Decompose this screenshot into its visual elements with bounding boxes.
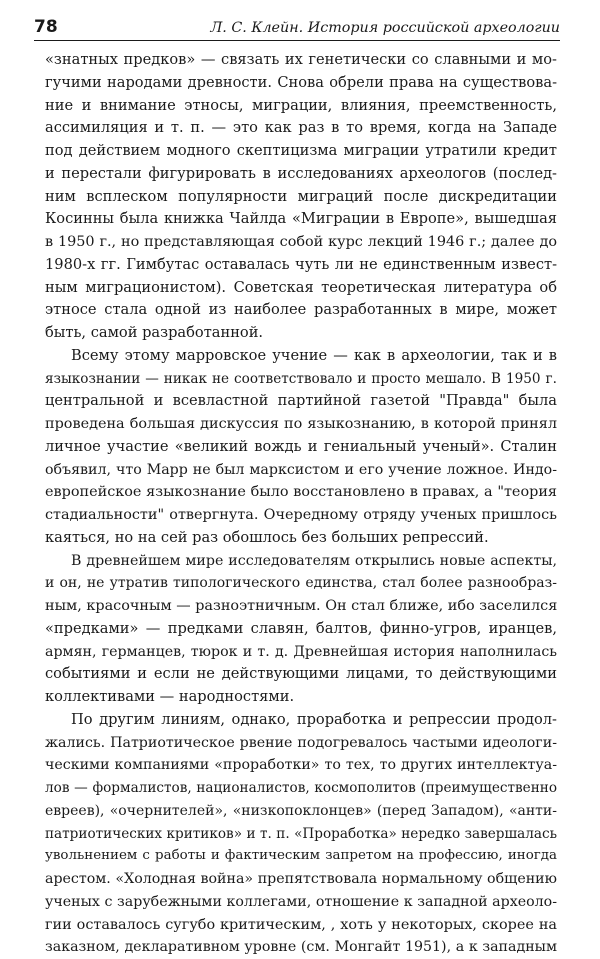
- text-line: Косинны была книжка Чайлда «Миграции в Европе», вышедшая: [45, 210, 557, 228]
- text-line: проведена большая дискуссия по языкознанию, в которой принял: [45, 416, 557, 432]
- text-line: ассимиляция и т. п. — это как раз в то время, когда на Западе: [45, 119, 557, 137]
- text-line: и перестали фигурировать в исследованиях археологов (послед-: [45, 164, 557, 182]
- body-text: [45, 49, 557, 959]
- text-line: каяться, но на сей раз обошлось без больших репрессий.: [45, 528, 489, 546]
- text-line: «предками» — предками славян, балтов, финно-угров, иранцев,: [45, 619, 557, 637]
- text-line: патриотических критиков» и т. п. «Проработка» нередко завершалась: [45, 825, 557, 842]
- text-line: В древнейшем мире исследователям открылись новые аспекты,: [71, 552, 557, 569]
- text-line: арестом. «Холодная война» препятствовала нормальному общению: [45, 871, 557, 887]
- text-line: «знатных предков» — связать их генетически со славными и мо-: [45, 51, 557, 68]
- text-line: армян, германцев, тюрок и т. д. Древнейшая история наполнилась: [45, 643, 557, 660]
- text-line: ческими компаниями «проработки» то тех, то других интеллектуа-: [45, 757, 557, 774]
- running-head: Л. С. Клейн. История российской археологии: [210, 20, 560, 36]
- page-header: [34, 16, 560, 41]
- text-line: личное участие «великий вождь и гениальный ученый». Сталин: [45, 437, 557, 455]
- text-line: центральной и всевластной партийной газетой "Правда" была: [45, 392, 557, 410]
- text-line: стадиальности" отвергнута. Очередному отряду ученых пришлось: [45, 507, 557, 523]
- text-line: евреев), «очернителей», «низкопоклонцев» (перед Западом), «анти-: [45, 802, 557, 819]
- page-number: 78: [34, 17, 58, 37]
- text-line: в 1950 г., но представляющая собой курс лекций 1946 г.; далее до: [45, 234, 557, 250]
- text-line: заказном, декларативном уровне (см. Монгайт 1951), а к западным: [45, 939, 557, 956]
- text-line: ученых с зарубежными коллегами, отношение к западной археоло-: [45, 893, 557, 910]
- paragraph: [45, 49, 557, 345]
- text-line: и он, не утратив типологического единства, стал более разнообраз-: [45, 575, 557, 592]
- text-line: ным, красочным — разноэтничным. Он стал ближе, ибо заселился: [45, 598, 558, 614]
- text-line: По другим линиям, однако, проработка и репрессии продол-: [71, 710, 557, 728]
- text-line: языкознании — никак не соответствовало и просто мешало. В 1950 г.: [45, 370, 557, 387]
- paragraph: [45, 709, 557, 959]
- paragraph: [45, 345, 557, 550]
- text-line: европейское языкознание было восстановлено в правах, а "теория: [45, 484, 557, 501]
- text-line: под действием модного скептицизма миграции утратили кредит: [45, 142, 557, 159]
- text-line: лов — формалистов, националистов, космополитов (преимущественно: [45, 780, 557, 796]
- text-line: объявил, что Марр не был марксистом и его учение ложное. Индо-: [45, 461, 557, 478]
- text-line: ным миграционистом). Советская теоретическая литература об: [45, 278, 557, 296]
- text-line: 1980-х гг. Гимбутас оставалась чуть ли не единственным извест-: [45, 255, 557, 273]
- text-line: этносе стала одной из наиболее разработанных в мире, может: [45, 301, 557, 319]
- text-line: ним всплеском популярности миграций после дискредитации: [45, 187, 557, 205]
- text-line: ние и внимание этносы, миграции, влияния, преемственность,: [45, 96, 557, 114]
- paragraph: [45, 550, 557, 709]
- text-line: Всему этому марровское учение — как в археологии, так и в: [71, 346, 557, 364]
- text-line: гии оставалось сугубо критическим, , хоть у некоторых, скорее на: [45, 916, 557, 933]
- text-line: коллективами — народностями.: [45, 688, 295, 705]
- text-line: увольнением с работы и фактическим запретом на профессию, иногда: [45, 848, 557, 864]
- text-line: событиями и если не действующими лицами, то действующими: [45, 665, 557, 683]
- text-line: гучими народами древности. Снова обрели права на существова-: [45, 73, 557, 91]
- text-line: жались. Патриотическое рвение подогревалось частыми идеологи-: [45, 734, 557, 751]
- text-line: быть, самой разработанной.: [45, 324, 264, 341]
